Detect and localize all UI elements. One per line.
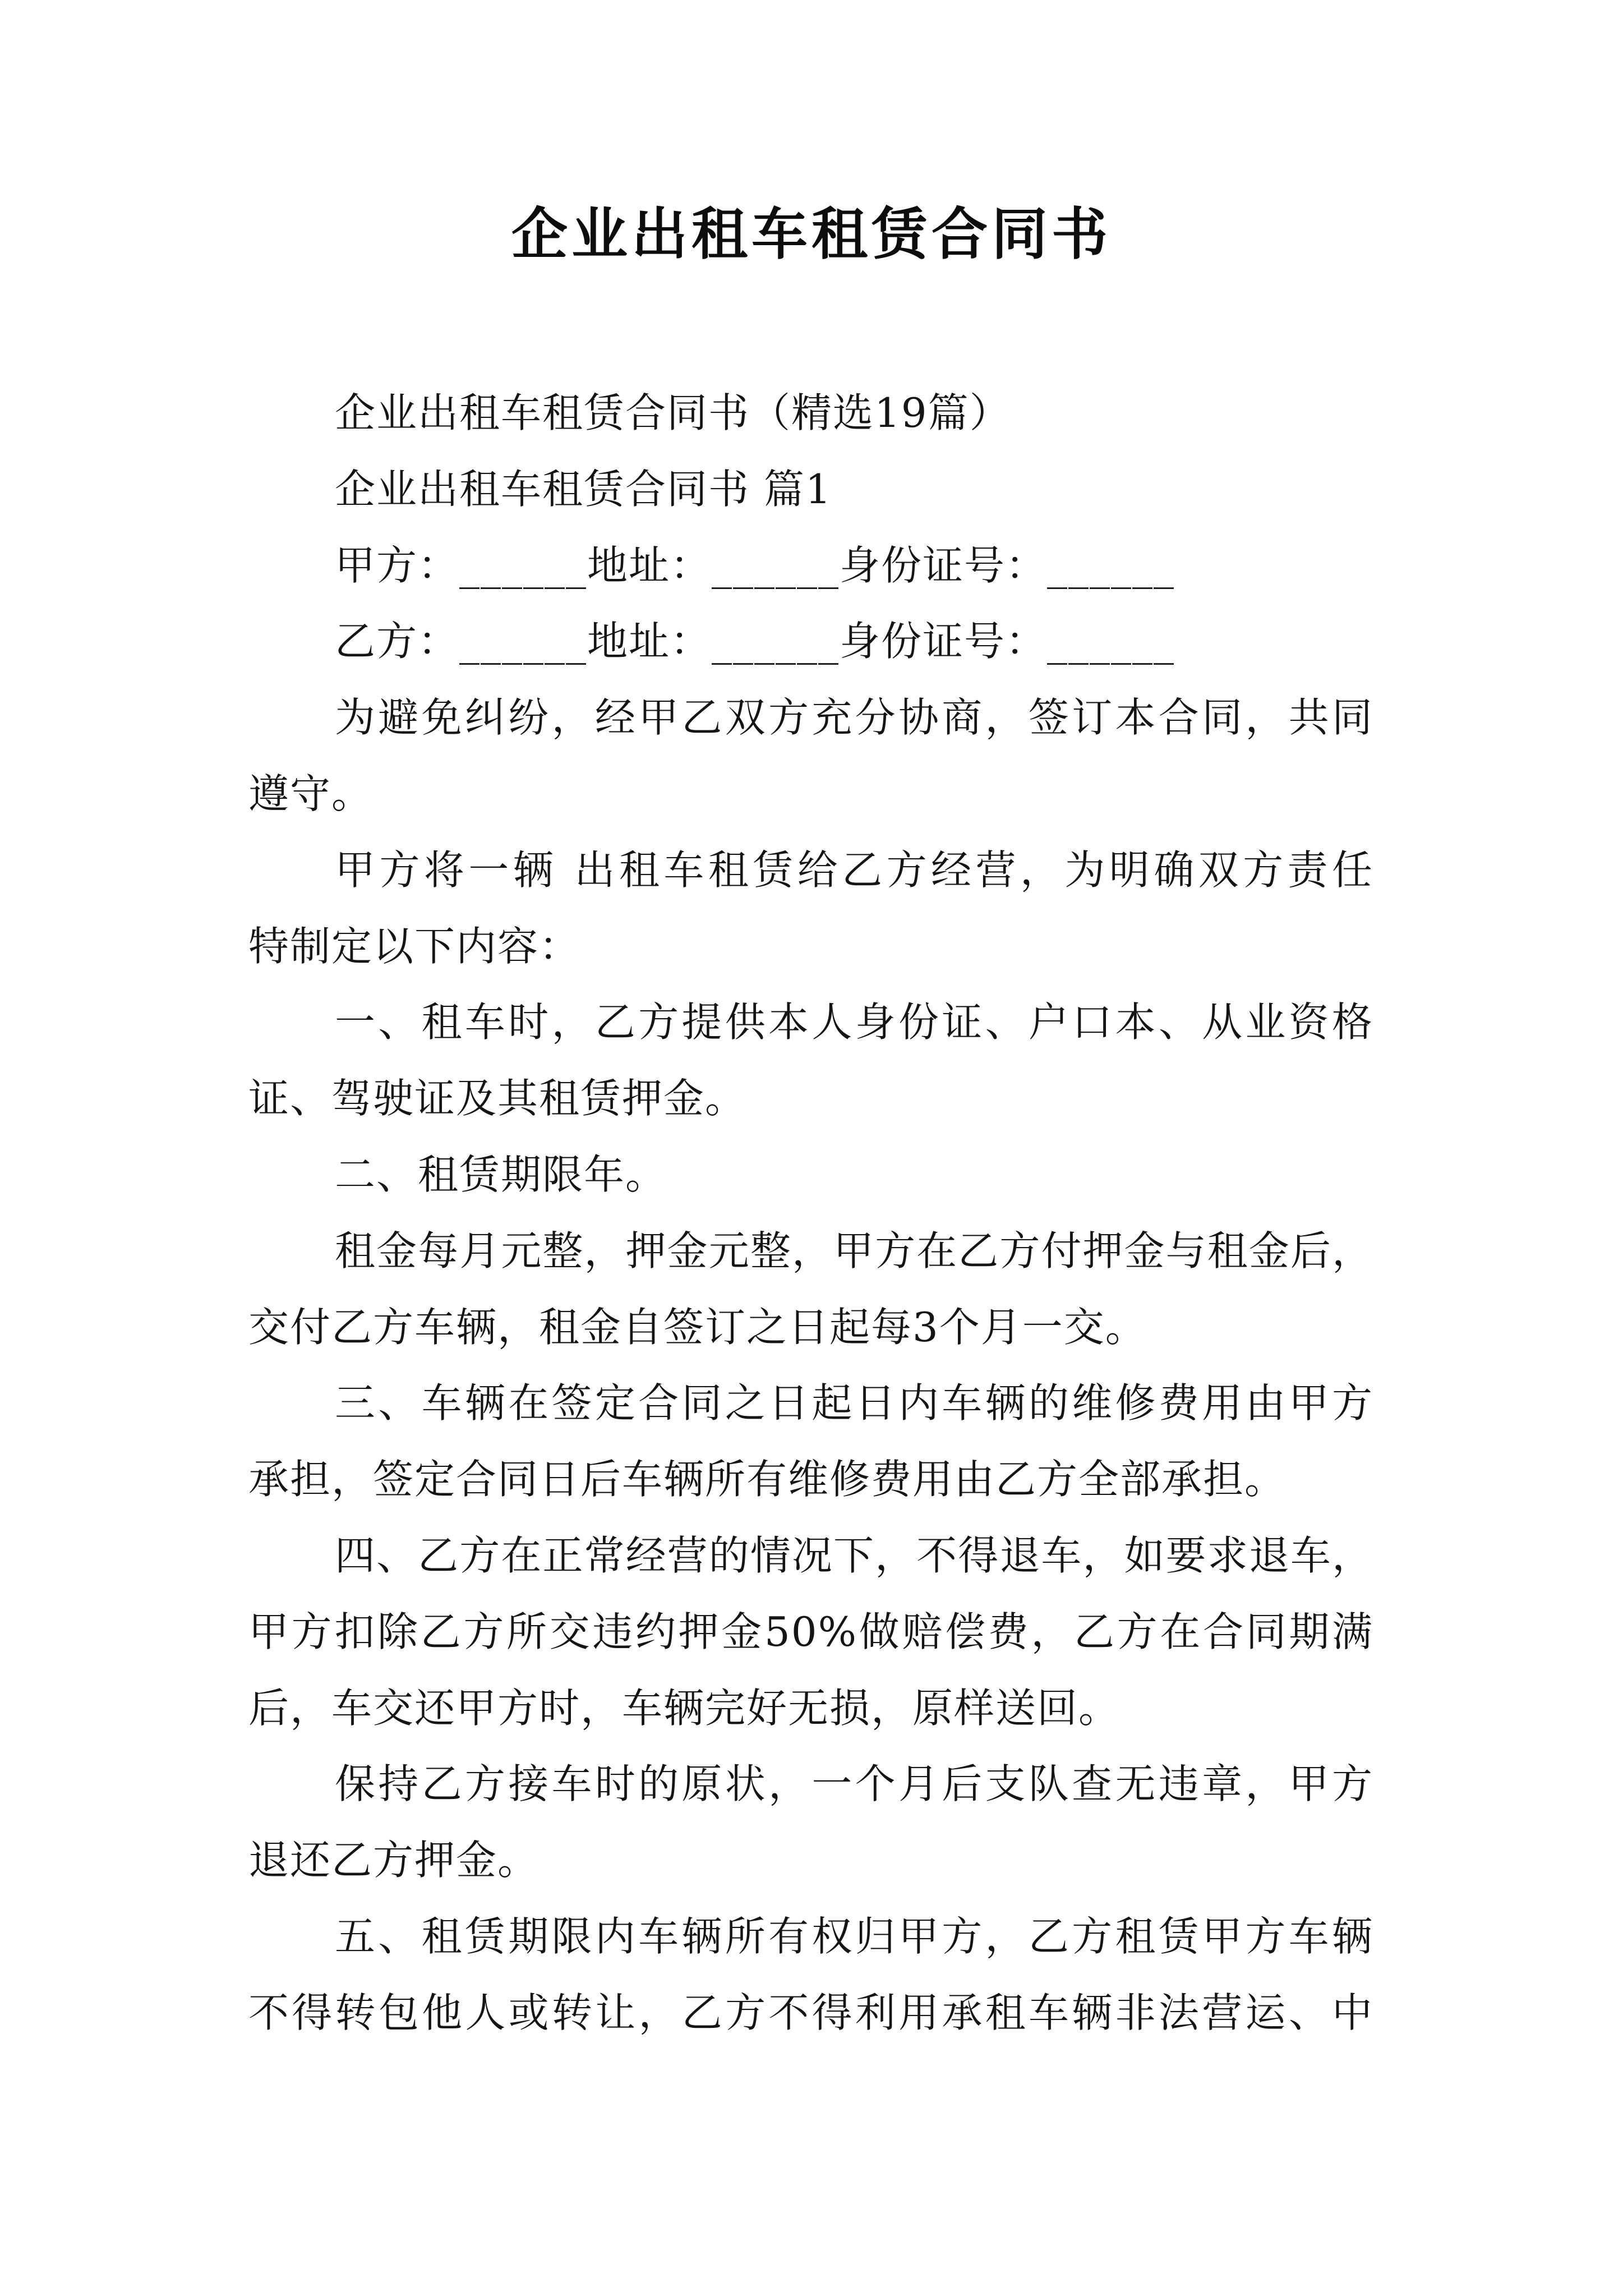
paragraph-line: 企业出租车租赁合同书（精选19篇） [335, 389, 1011, 436]
paragraph [248, 528, 1373, 604]
document-title: 企业出租车租赁合同书 [511, 201, 1112, 267]
paragraph-line: 三、车辆在签定合同之日起日内车辆的维修费用由甲方 [335, 1379, 1373, 1427]
paragraph [248, 452, 1373, 528]
paragraph-line: 甲方：______地址：______身份证号：______ [335, 541, 1175, 589]
paragraph-line: 不得转包他人或转让，乙方不得利用承租车辆非法营运、中 [248, 1989, 1373, 2036]
paragraph-line: 保持乙方接车时的原状，一个月后支队查无违章，甲方 [335, 1760, 1373, 1808]
paragraph-line: 后，车交还甲方时，车辆完好无损，原样送回。 [248, 1684, 1121, 1732]
paragraph [248, 1365, 1373, 1518]
paragraph [248, 375, 1373, 452]
paragraph-line: 甲方扣除乙方所交违约押金50%做赔偿费，乙方在合同期满 [248, 1608, 1373, 1655]
paragraph-line: 遵守。 [248, 770, 374, 817]
paragraph-line: 一、租车时，乙方提供本人身份证、户口本、从业资格 [335, 999, 1373, 1046]
document-body [248, 375, 1373, 2051]
paragraph [248, 604, 1373, 680]
paragraph-line: 五、租赁期限内车辆所有权归甲方，乙方租赁甲方车辆 [335, 1912, 1373, 1960]
paragraph [248, 832, 1373, 985]
paragraph-line: 交付乙方车辆，租金自签订之日起每3个月一交。 [248, 1303, 1147, 1351]
paragraph-line: 四、乙方在正常经营的情况下，不得退车，如要求退车， [335, 1531, 1373, 1579]
paragraph-line: 租金每月元整，押金元整，甲方在乙方付押金与租金后， [335, 1227, 1373, 1274]
paragraph [248, 1746, 1373, 1899]
paragraph-line: 二、租赁期限年。 [335, 1151, 667, 1198]
paragraph [248, 984, 1373, 1137]
paragraph [248, 1213, 1373, 1366]
paragraph [248, 680, 1373, 832]
paragraph [248, 1518, 1373, 1746]
paragraph [248, 1899, 1373, 2051]
paragraph-line: 特制定以下内容： [248, 922, 581, 970]
paragraph [248, 1137, 1373, 1213]
paragraph-line: 为避免纠纷，经甲乙双方充分协商，签订本合同，共同 [335, 694, 1373, 742]
paragraph-line: 承担，签定合同日后车辆所有维修费用由乙方全部承担。 [248, 1456, 1287, 1503]
paragraph-line: 乙方：______地址：______身份证号：______ [335, 618, 1175, 665]
paragraph-line: 退还乙方押金。 [248, 1837, 540, 1884]
paragraph-line: 证、驾驶证及其租赁押金。 [248, 1075, 747, 1122]
paragraph-line: 企业出租车租赁合同书 篇1 [335, 465, 832, 513]
paragraph-line: 甲方将一辆 出租车租赁给乙方经营，为明确双方责任 [335, 846, 1373, 894]
